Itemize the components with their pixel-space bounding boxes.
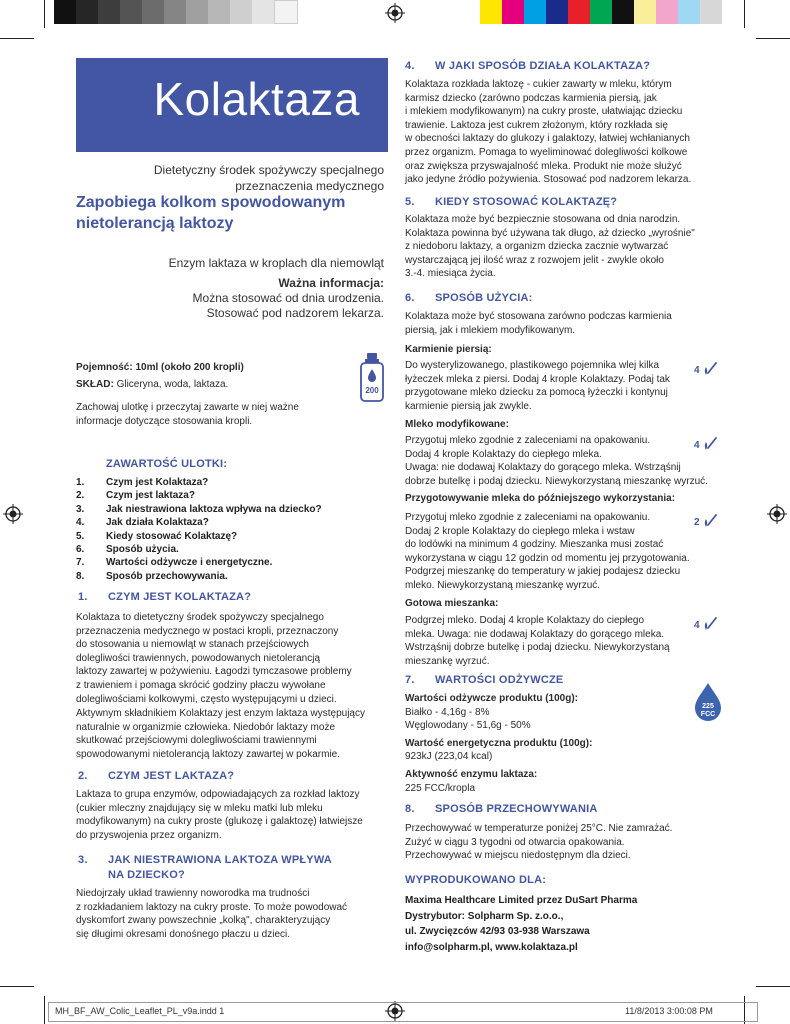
section-num: 2. xyxy=(78,770,88,782)
nutrition-values xyxy=(405,692,685,795)
text-line: Uwaga: nie dodawaj Kolaktazy do gorącego mleka. Wstrząśnij xyxy=(405,462,681,474)
text-line: ul. Zwycięzców 42/93 03-938 Warszawa xyxy=(405,926,590,937)
text-line: skutkować przejściowymi dolegliwościami trawiennymi xyxy=(76,735,317,747)
section-6-heading xyxy=(405,292,533,304)
manufacturer-info xyxy=(405,893,725,955)
text-line: Kolaktaza to dietetyczny środek spożywczy specjalnego xyxy=(76,612,324,623)
later-body xyxy=(405,511,717,593)
section-8-body xyxy=(405,822,717,863)
registration-mark-icon xyxy=(385,3,405,23)
text-line: spowodowanymi nietolerancją laktozy zawartej w pokarmie. xyxy=(76,748,341,760)
section-5-heading xyxy=(405,196,617,208)
toc-item xyxy=(76,556,376,569)
text-line: oraz zwiększa przyswajalność mleka. Produkt nie może służyć xyxy=(405,160,682,172)
bottle-icon xyxy=(360,353,384,403)
toc-item-text: Jak niestrawiona laktoza wpływa na dziecko? xyxy=(106,503,322,515)
text-line: z niedoboru laktazy, a organizm dziecka zacznie wytwarzać xyxy=(405,241,669,253)
section-7-heading xyxy=(405,674,563,686)
text-line: (cukier mleczny znajdujący się w mleku matki lub mleku xyxy=(76,802,323,814)
text-line: Przygotuj mleko zgodnie z zaleceniami na opakowaniu. xyxy=(405,435,651,446)
crop-mark xyxy=(44,996,45,1024)
text-line: wystarczającą jej ilość wraz z rozwojem jelit - zwykle około xyxy=(405,254,664,266)
text-line: w obecności laktazy do glukozy i galaktozy, łatwiej wchłanianych xyxy=(405,133,690,145)
section-num: 4. xyxy=(405,60,415,72)
section-4-body xyxy=(405,78,717,187)
text-line: Zużyć w ciągu 3 tygodni od otwarcia opakowania. xyxy=(405,836,625,848)
text-line: do przyswojenia przez organizm. xyxy=(76,829,222,841)
dropper-icon xyxy=(702,361,718,381)
section-5-body xyxy=(405,213,717,281)
text-line: dyskomfort zwany powszechnie „kolką", charakteryzujący xyxy=(76,915,331,927)
section-2-heading xyxy=(78,770,234,782)
composition-label: SKŁAD: xyxy=(76,378,114,390)
important-label: Ważna informacja: xyxy=(278,276,384,290)
section-title: SPOSÓB UŻYCIA: xyxy=(435,292,533,304)
section-num: 5. xyxy=(405,196,415,208)
toc-heading: ZAWARTOŚĆ ULOTKI: xyxy=(106,458,228,470)
text-line: Dystrybutor: Solpharm Sp. z.o.o., xyxy=(405,910,564,922)
formula-label: Mleko modyfikowane: xyxy=(405,419,509,430)
section-num: 7. xyxy=(405,674,415,686)
section-1-heading xyxy=(78,591,251,603)
important-line: Stosować pod nadzorem lekarza. xyxy=(206,306,384,320)
toc-item-number: 7. xyxy=(76,557,85,569)
toc-item-number: 2. xyxy=(76,490,85,502)
text-line: z trawieniem i pomaga skrócić godziny płaczu wywołane xyxy=(76,679,326,691)
subtitle-line: przeznaczenia medycznego xyxy=(235,179,384,193)
crop-mark xyxy=(0,986,34,987)
energy-value: 923kJ (223,04 kcal) xyxy=(405,751,493,763)
text-line: naturalnie w organizmie człowieka. Niedobór laktazy może xyxy=(76,721,336,733)
drops-badge xyxy=(694,513,716,535)
text-line: jako jedyne źródło pożywienia. Stosować pod nadzorem lekarza. xyxy=(405,174,692,186)
headline-line: nietolerancją laktozy xyxy=(76,215,234,232)
text-line: karmienie piersią jak zwykle. xyxy=(405,400,532,412)
text-line: Kolaktaza rozkłada laktozę - cukier zawarty w mleku, którym xyxy=(405,79,672,90)
drops-badge xyxy=(694,436,716,458)
protein-value: Białko - 4,16g - 8% xyxy=(405,706,490,718)
section-title: CZYM JEST LAKTAZA? xyxy=(108,770,235,782)
drops-count: 2 xyxy=(694,517,700,528)
important-info xyxy=(76,276,384,321)
ready-label: Gotowa mieszanka: xyxy=(405,598,499,609)
manufacturer-heading: WYPRODUKOWANO DLA: xyxy=(405,874,547,886)
section-1-body xyxy=(76,611,386,706)
section-num: 6. xyxy=(405,292,415,304)
drops-badge xyxy=(694,616,716,638)
dropper-icon xyxy=(702,436,718,456)
nutrition-label: Wartości odżywcze produktu (100g): xyxy=(405,693,578,704)
section-title: JAK NIESTRAWIONA LAKTOZA WPŁYWA xyxy=(108,854,332,866)
text-line: trawienie. Laktoza jest cukrem złożonym, który rozkłada się xyxy=(405,119,668,131)
section-3-heading xyxy=(78,853,332,883)
text-line: mleka. Uwaga: nie dodawaj Kolaktazy do gorącego mleka. xyxy=(405,628,665,640)
section-title: W JAKI SPOSÓB DZIAŁA KOLAKTAZA? xyxy=(435,60,651,72)
text-line: Do wysterylizowanego, plastikowego pojemnika wlej kilka xyxy=(405,360,660,371)
section-title: NA DZIECKO? xyxy=(108,869,185,881)
ready-body xyxy=(405,614,695,668)
drops-count: 4 xyxy=(694,365,700,376)
text-line: Podgrzej mleko. Dodaj 4 krople Kolaktazy do ciepłego xyxy=(405,615,645,626)
registration-mark-icon xyxy=(3,504,23,524)
slug-filename: MH_BF_AW_Colic_Leaflet_PL_v9a.indd 1 xyxy=(55,1006,225,1016)
toc-item-number: 6. xyxy=(76,543,85,555)
text-line: Dodaj 4 krople Kolaktazy do ciepłego mleka. xyxy=(405,448,602,460)
toc-item xyxy=(76,570,376,583)
text-line: dolegliwościami kolkowymi, często występującymi u dzieci. xyxy=(76,693,337,705)
toc-item-text: Sposób użycia. xyxy=(106,543,179,555)
toc-item xyxy=(76,543,376,556)
toc-item-text: Czym jest Kolaktaza? xyxy=(106,477,209,488)
text-line: Maxima Healthcare Limited przez DuSart Pharma xyxy=(405,895,638,906)
text-line: 3.-4. miesiąca życia. xyxy=(405,268,496,280)
text-line: Przechowywać w temperaturze poniżej 25°C. Nie zamrażać. xyxy=(405,823,673,834)
crop-mark xyxy=(44,0,45,28)
section-num: 8. xyxy=(405,803,415,815)
dropper-icon xyxy=(702,616,718,636)
toc-list xyxy=(76,476,376,583)
toc-item-text: Jak działa Kolaktaza? xyxy=(106,517,209,529)
crop-mark xyxy=(744,0,745,28)
text-line: mleko. Niewykorzystaną mieszankę wyrzuć. xyxy=(405,579,601,591)
product-title: Kolaktaza xyxy=(153,73,360,125)
keep-line: Zachowaj ulotkę i przeczytaj zawarte w niej ważne xyxy=(76,402,299,413)
toc-item-text: Wartości odżywcze i energetyczne. xyxy=(106,557,273,569)
product-info xyxy=(76,361,356,391)
text-line: info@solpharm.pl, www.kolaktaza.pl xyxy=(405,941,578,953)
headline xyxy=(76,192,386,234)
text-line: mieszankę wyrzuć. xyxy=(405,655,490,667)
text-line: i mlekiem modyfikowanym) na cukry proste, ułatwiając dziecku xyxy=(405,106,683,118)
toc-item-number: 8. xyxy=(76,570,85,582)
text-line: Podgrzej mieszankę do temperatury w jakiej podajesz dziecku xyxy=(405,566,681,578)
text-line: Wstrząśnij dobrze butelkę i podaj dziecku. Niewykorzystaną xyxy=(405,642,670,654)
intro-subtitle xyxy=(76,162,384,194)
text-line: Kolaktaza może być stosowana zarówno podczas karmienia xyxy=(405,311,672,322)
toc-item-number: 1. xyxy=(76,477,85,488)
section-6-intro xyxy=(405,310,717,337)
text-line: Laktaza to grupa enzymów, odpowiadających za rozkład laktozy xyxy=(76,789,360,800)
text-line: łyżeczek mleka z piersi. Dodaj 4 krople Kolaktazy. Podaj tak xyxy=(405,373,670,385)
section-title: CZYM JEST KOLAKTAZA? xyxy=(108,591,252,603)
energy-drop-label xyxy=(692,703,724,719)
text-line: dolegliwości trawiennych, powodowanych nietolerancją xyxy=(76,652,321,664)
crop-mark xyxy=(756,986,790,987)
text-line: Aktywnym składnikiem Kolaktazy jest enzym laktaza występujący xyxy=(76,708,365,719)
section-1-body xyxy=(76,707,386,761)
section-4-heading xyxy=(405,60,650,72)
title-banner xyxy=(76,58,388,152)
text-line: przez organizm. Pomaga to wyeliminować dolegliwości kolkowe xyxy=(405,146,688,158)
crop-mark xyxy=(756,38,790,39)
toc-item xyxy=(76,476,376,489)
section-8-heading xyxy=(405,803,598,815)
dropper-icon xyxy=(702,513,718,533)
breastfeeding-body xyxy=(405,359,695,413)
drops-badge xyxy=(694,361,716,383)
text-line: Niedojrzały układ trawienny noworodka ma trudności xyxy=(76,888,310,899)
toc-item-number: 5. xyxy=(76,530,85,542)
bottle-number: 200 xyxy=(365,386,379,395)
keep-leaflet-note xyxy=(76,401,376,428)
text-line: wykorzystana w ciągu 12 godzin od momentu jej przygotowania. xyxy=(405,552,690,564)
drops-count: 4 xyxy=(694,440,700,451)
section-title: KIEDY STOSOWAĆ KOLAKTAZĘ? xyxy=(435,196,618,208)
text-line: dobrze butelkę i podaj dziecku. Niewykorzystaną mieszankę wyrzuć. xyxy=(405,475,708,487)
toc-item-text: Czym jest laktaza? xyxy=(106,490,195,502)
toc-item xyxy=(76,489,376,502)
toc-item xyxy=(76,530,376,543)
text-line: przeznaczenia medycznego w postaci kropli, przeznaczony xyxy=(76,625,339,637)
composition xyxy=(76,378,356,392)
text-line: Kolaktaza powinna być używana tak długo, aż dziecko „wyrośnie" xyxy=(405,227,695,239)
composition-value: Gliceryna, woda, laktaza. xyxy=(116,378,229,390)
text-line: do lodówki na minimum 4 godziny. Mieszanka musi zostać xyxy=(405,539,664,551)
slug-date: 11/8/2013 3:00:08 PM xyxy=(625,1006,713,1016)
carbs-value: Węglowodany - 51,6g - 50% xyxy=(405,720,531,732)
text-line: Przygotuj mleko zgodnie z zaleceniami na opakowaniu. xyxy=(405,512,651,523)
registration-mark-icon xyxy=(767,504,787,524)
text-line: się długimi okresami donośnego płaczu u dzieci. xyxy=(76,928,291,940)
later-label: Przygotowywanie mleka do późniejszego wykorzystania: xyxy=(405,493,676,504)
enzyme-label: Aktywność enzymu laktaza: xyxy=(405,768,538,780)
text-line: Przechowywać w miejscu niedostępnym dla dzieci. xyxy=(405,850,631,862)
section-num: 3. xyxy=(78,854,88,866)
important-line: Można stosować od dnia urodzenia. xyxy=(192,291,384,305)
subtitle-line: Dietetyczny środek spożywczy specjalnego xyxy=(153,163,384,177)
formula-body xyxy=(405,434,717,488)
energy-label: Wartość energetyczna produktu (100g): xyxy=(405,737,593,749)
text-line: laktozy zawartej w pożywieniu. Łagodzi tymczasowe problemy xyxy=(76,666,352,678)
crop-mark xyxy=(0,38,34,39)
text-line: do stosowania u niemowląt w stanach przejściowych xyxy=(76,639,309,651)
section-2-body xyxy=(76,788,386,842)
text-line: piersią, jak i mlekiem modyfikowanym. xyxy=(405,324,576,336)
text-line: Dodaj 2 krople Kolaktazy do ciepłego mleka i wstaw xyxy=(405,525,635,537)
toc-item-number: 4. xyxy=(76,517,85,529)
toc-item xyxy=(76,516,376,529)
enzyme-value: 225 FCC/kropla xyxy=(405,782,476,794)
section-3-body xyxy=(76,887,386,941)
text-line: modyfikowanym) na cukry proste (glukozę i galaktozę) łatwiejsze xyxy=(76,816,363,828)
drop-unit: FCC xyxy=(700,711,716,718)
section-num: 1. xyxy=(78,591,88,603)
section-title: WARTOŚCI ODŻYWCZE xyxy=(435,674,564,686)
text-line: z rozkładaniem laktozy na cukry proste. To może powodować xyxy=(76,901,348,913)
text-line: Kolaktaza może być bezpiecznie stosowana od dnia narodzin. xyxy=(405,214,681,225)
toc-item-text: Kiedy stosować Kolaktazę? xyxy=(106,530,238,542)
text-line: karmisz dziecko (zarówno podczas karmienia piersią, jak xyxy=(405,92,657,104)
toc-item-number: 3. xyxy=(76,503,85,515)
text-line: przygotowane mleko dziecku za pomocą łyżeczki i kontynuj xyxy=(405,387,668,399)
capacity: Pojemność: 10ml (około 200 kropli) xyxy=(76,362,244,373)
drops-count: 4 xyxy=(694,620,700,631)
enzyme-line: Enzym laktaza w kroplach dla niemowląt xyxy=(168,256,384,270)
headline-line: Zapobiega kolkom spowodowanym xyxy=(76,194,346,211)
toc-item-text: Sposób przechowywania. xyxy=(106,570,228,582)
drop-value: 225 xyxy=(702,703,714,710)
section-title: SPOSÓB PRZECHOWYWANIA xyxy=(435,803,598,815)
toc-item xyxy=(76,503,376,516)
breastfeeding-label: Karmienie piersią: xyxy=(405,344,492,355)
keep-line: informacje dotyczące stosowania kropli. xyxy=(76,415,253,427)
